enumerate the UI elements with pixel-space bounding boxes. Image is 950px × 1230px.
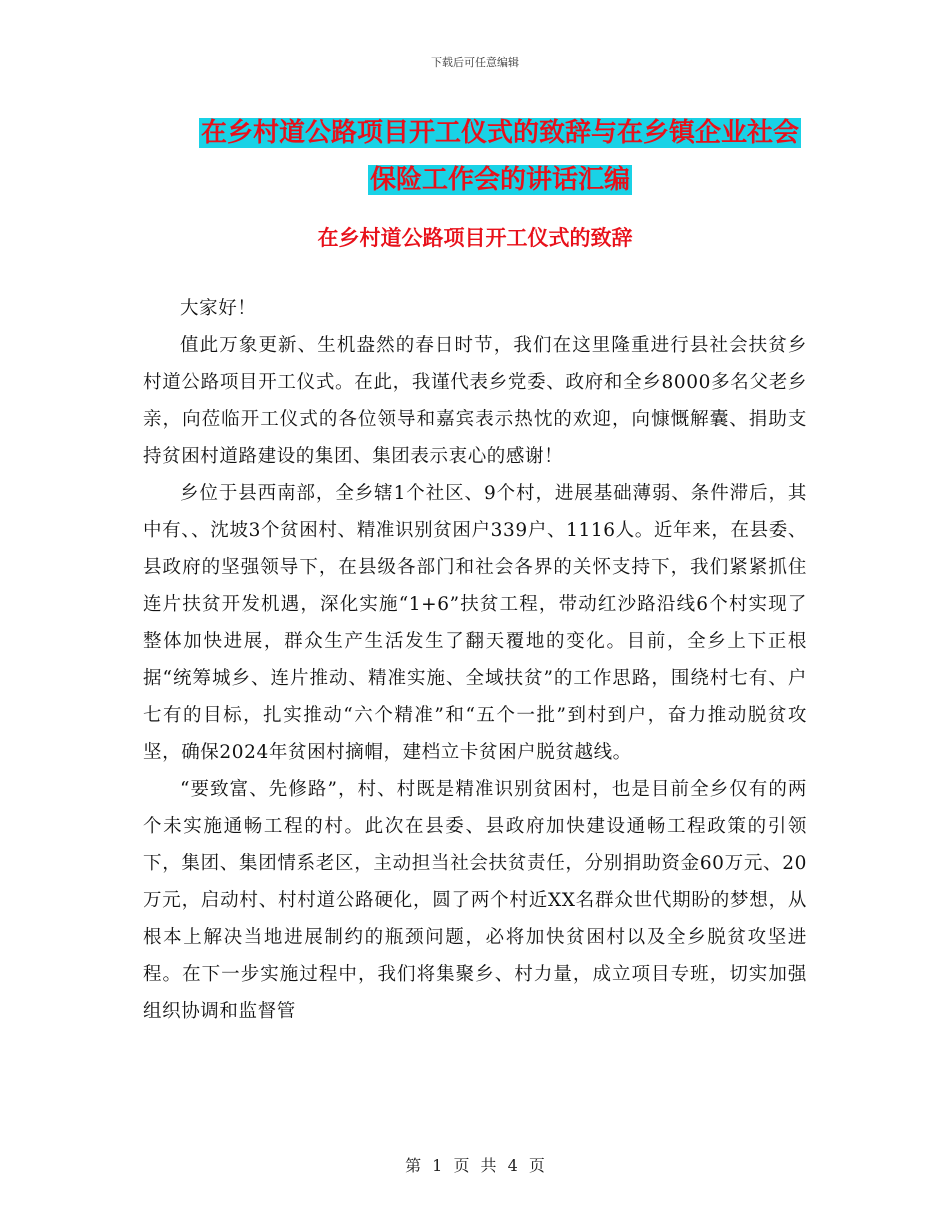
document-title-line-2 <box>150 157 850 204</box>
body-paragraph: “要致富、先修路”，村、村既是精准识别贫困村，也是目前全乡仅有的两个未实施通畅工程的村。此次在县委、县政府加快建设通畅工程政策的引领下，集团、集团情系老区，主动担当社会扶贫责任，分别捐助资金60万元、20万元，启动村、村村道公路硬化，圆了两个村近XX名群众世代期盼的梦想，从根本上解决当地进展制约的瓶颈问题，必将加快贫困村以及全乡脱贫攻坚进程。在下一步实施过程中，我们将集聚乡、村力量，成立项目专班，切实加强组织协调和监督管 <box>143 779 807 1022</box>
title-highlight-2: 保险工作会的讲话汇编 <box>369 165 630 195</box>
body-paragraph: 乡位于县西南部，全乡辖1个社区、9个村，进展基础薄弱、条件滞后，其中有、、沈坡3个贫困村、精准识别贫困户339户、1116人。近年来，在县委、县政府的坚强领导下，在县级各部门和社会各界的关怀支持下，我们紧紧抓住连片扶贫开发机遇，深化实施“1+6”扶贫工程，带动红沙路沿线6个村实现了整体加快进展，群众生产生活发生了翻天覆地的变化。目前，全乡上下正根据“统筹城乡、连片推动、精准实施、全域扶贫”的工作思路，围绕村七有、户七有的目标，扎实推动“六个精准”和“五个一批”到村到户，奋力推动脱贫攻坚，确保2024年贫困村摘帽，建档立卡贫困户脱贫越线。 <box>143 483 807 763</box>
body-paragraph: 值此万象更新、生机盎然的春日时节，我们在这里隆重进行县社会扶贫乡村道公路项目开工仪式。在此，我谨代表乡党委、政府和全乡8000多名父老乡亲，向莅临开工仪式的各位领导和嘉宾表示热忱的欢迎，向慷慨解囊、捐助支持贫困村道路建设的集团、集团表示衷心的感谢！ <box>143 335 807 467</box>
page-footer: 第 1 页 共 4 页 <box>405 1156 545 1175</box>
title-highlight-1: 在乡村道公路项目开工仪式的致辞与在乡镇企业社会 <box>200 118 799 148</box>
document-body <box>143 290 807 1030</box>
document-title <box>150 110 850 204</box>
document-title-line-1 <box>150 110 850 157</box>
section-title: 在乡村道公路项目开工仪式的致辞 <box>317 226 633 250</box>
body-paragraph-greeting: 大家好！ <box>180 298 257 319</box>
page-header-note: 下载后可任意编辑 <box>431 56 519 69</box>
